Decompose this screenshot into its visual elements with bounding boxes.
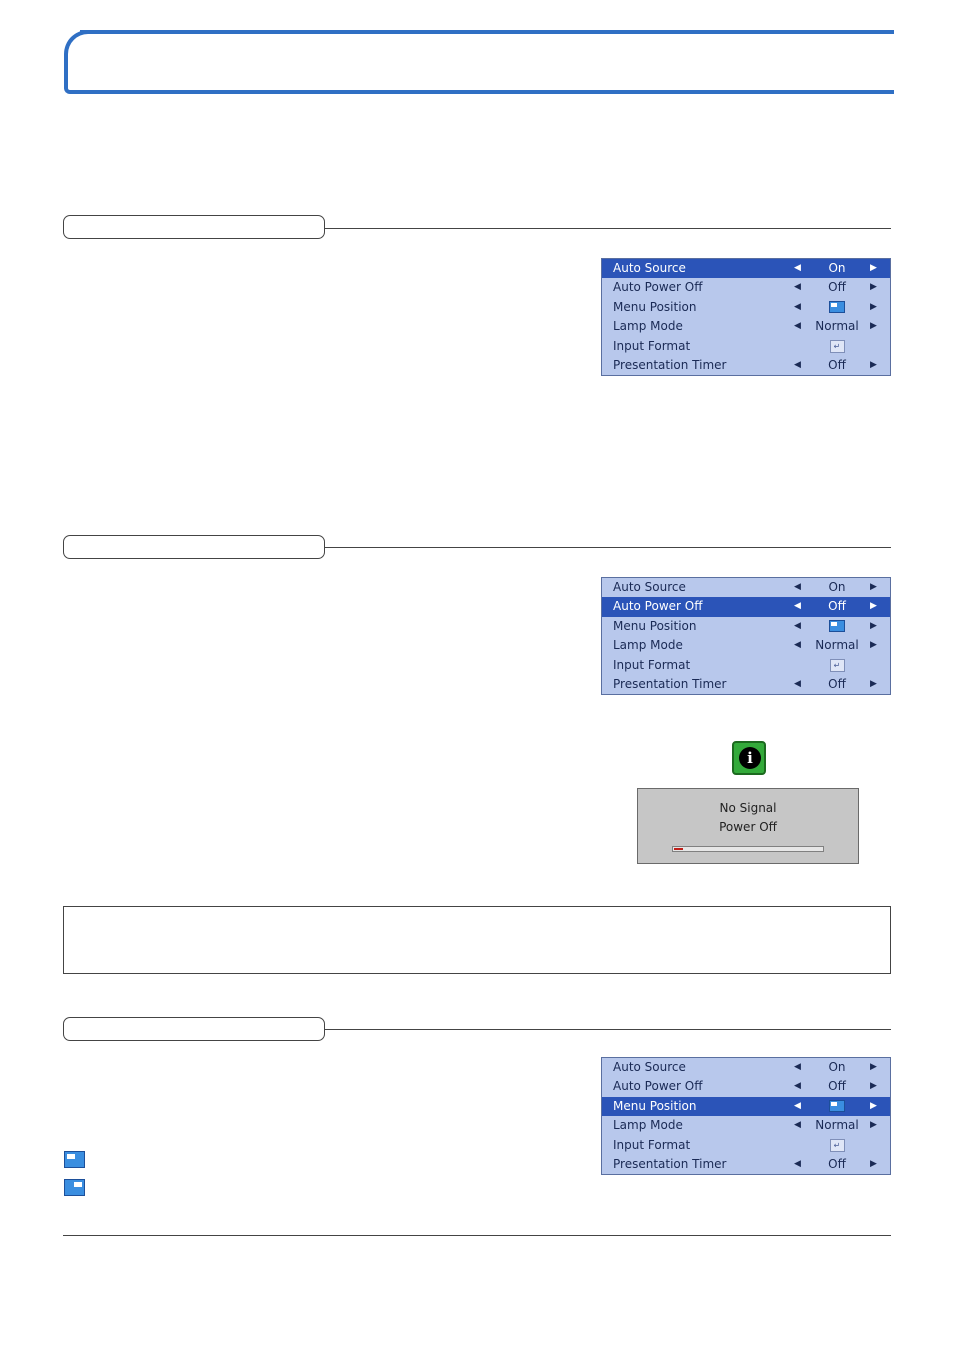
right-arrow-icon[interactable]: ▶: [870, 1062, 877, 1072]
right-arrow-icon[interactable]: ▶: [870, 678, 877, 689]
right-arrow-icon[interactable]: ▶: [870, 601, 877, 612]
right-arrow-icon[interactable]: ▶: [870, 1158, 877, 1169]
left-arrow-icon[interactable]: ◀: [794, 1081, 801, 1092]
no-signal-dialog: [637, 788, 859, 864]
left-arrow-icon[interactable]: ◀: [794, 582, 801, 592]
menu-row-label: Lamp Mode: [613, 319, 683, 334]
menu-row-label: Auto Source: [613, 261, 686, 275]
left-arrow-icon[interactable]: ◀: [794, 301, 801, 312]
menu-row-value: Normal: [815, 319, 859, 334]
menu-row-value: Off: [828, 280, 846, 295]
enter-icon: ↵: [807, 1136, 867, 1155]
left-arrow-icon[interactable]: ◀: [794, 359, 801, 370]
menu-position-icon: [807, 617, 867, 636]
menu-row[interactable]: [602, 298, 890, 317]
section-divider-1: [325, 228, 891, 229]
left-arrow-icon[interactable]: ◀: [794, 1100, 801, 1111]
right-arrow-icon[interactable]: ▶: [870, 640, 877, 651]
menu-row[interactable]: [602, 356, 890, 375]
left-arrow-icon[interactable]: ◀: [794, 620, 801, 631]
menu-row-value: On: [828, 1060, 846, 1074]
menu-row-label: Presentation Timer: [613, 676, 727, 691]
menu-position-top-right-icon: [64, 1179, 85, 1196]
setup-menu-3: [601, 1057, 891, 1175]
menu-row-value: Normal: [815, 638, 859, 653]
menu-row[interactable]: [602, 656, 890, 675]
menu-row-value: Off: [828, 676, 846, 691]
left-arrow-icon[interactable]: ◀: [794, 321, 801, 332]
left-arrow-icon[interactable]: ◀: [794, 1062, 801, 1072]
right-arrow-icon[interactable]: ▶: [870, 282, 877, 293]
menu-position-icon: [807, 298, 867, 317]
note-box: [63, 906, 891, 974]
menu-row[interactable]: [602, 1077, 890, 1096]
section-divider-3: [325, 1029, 891, 1030]
enter-icon: ↵: [807, 337, 867, 356]
footer-divider: [63, 1235, 891, 1236]
no-signal-text: No Signal: [719, 801, 777, 815]
menu-row[interactable]: [602, 337, 890, 356]
menu-row[interactable]: [602, 597, 890, 616]
menu-row-value: Off: [828, 599, 846, 614]
right-arrow-icon[interactable]: ▶: [870, 1120, 877, 1131]
menu-row-value: Normal: [815, 1118, 859, 1133]
section-divider-2: [325, 547, 891, 548]
menu-row-label: Auto Source: [613, 1060, 686, 1074]
menu-row-value: On: [828, 261, 846, 275]
menu-row[interactable]: [602, 1097, 890, 1116]
info-icon: i: [732, 741, 766, 775]
menu-row-label: Menu Position: [613, 618, 697, 633]
menu-position-icon: [807, 1097, 867, 1116]
menu-row-label: Lamp Mode: [613, 638, 683, 653]
menu-row-label: Menu Position: [613, 1098, 697, 1113]
menu-row-label: Auto Power Off: [613, 1079, 703, 1094]
menu-row[interactable]: [602, 1136, 890, 1155]
menu-row-label: Auto Power Off: [613, 599, 703, 614]
menu-row-label: Auto Power Off: [613, 280, 703, 295]
menu-row[interactable]: [602, 278, 890, 297]
menu-row[interactable]: [602, 1116, 890, 1135]
setup-menu-2: [601, 577, 891, 695]
right-arrow-icon[interactable]: ▶: [870, 1081, 877, 1092]
left-arrow-icon[interactable]: ◀: [794, 640, 801, 651]
menu-row-label: Lamp Mode: [613, 1118, 683, 1133]
menu-row-label: Input Format: [613, 1137, 691, 1152]
menu-position-top-left-icon: [64, 1151, 85, 1168]
page-header-frame: [64, 30, 894, 94]
menu-row-label: Presentation Timer: [613, 1156, 727, 1171]
left-arrow-icon[interactable]: ◀: [794, 282, 801, 293]
setup-menu-1: [601, 258, 891, 376]
right-arrow-icon[interactable]: ▶: [870, 263, 877, 273]
left-arrow-icon[interactable]: ◀: [794, 1120, 801, 1131]
menu-row[interactable]: [602, 259, 890, 278]
menu-row[interactable]: [602, 1155, 890, 1174]
power-off-progress-bar: [672, 846, 824, 852]
menu-row-label: Input Format: [613, 657, 691, 672]
section-tab-2: [63, 535, 325, 559]
right-arrow-icon[interactable]: ▶: [870, 1100, 877, 1111]
power-off-text: Power Off: [719, 820, 777, 834]
menu-row[interactable]: [602, 617, 890, 636]
menu-row-label: Menu Position: [613, 299, 697, 314]
menu-row-value: On: [828, 580, 846, 594]
menu-row-value: Off: [828, 357, 846, 372]
enter-icon: ↵: [807, 656, 867, 675]
menu-row[interactable]: [602, 1058, 890, 1077]
power-off-progress-fill: [674, 848, 683, 850]
menu-row-label: Auto Source: [613, 580, 686, 594]
right-arrow-icon[interactable]: ▶: [870, 301, 877, 312]
menu-row[interactable]: [602, 675, 890, 694]
left-arrow-icon[interactable]: ◀: [794, 601, 801, 612]
menu-row[interactable]: [602, 636, 890, 655]
menu-row-value: Off: [828, 1079, 846, 1094]
right-arrow-icon[interactable]: ▶: [870, 321, 877, 332]
right-arrow-icon[interactable]: ▶: [870, 620, 877, 631]
menu-row-label: Presentation Timer: [613, 357, 727, 372]
right-arrow-icon[interactable]: ▶: [870, 582, 877, 592]
left-arrow-icon[interactable]: ◀: [794, 678, 801, 689]
section-tab-3: [63, 1017, 325, 1041]
section-tab-1: [63, 215, 325, 239]
left-arrow-icon[interactable]: ◀: [794, 263, 801, 273]
menu-row[interactable]: [602, 317, 890, 336]
menu-row[interactable]: [602, 578, 890, 597]
right-arrow-icon[interactable]: ▶: [870, 359, 877, 370]
menu-row-value: Off: [828, 1156, 846, 1171]
menu-row-label: Input Format: [613, 338, 691, 353]
left-arrow-icon[interactable]: ◀: [794, 1158, 801, 1169]
